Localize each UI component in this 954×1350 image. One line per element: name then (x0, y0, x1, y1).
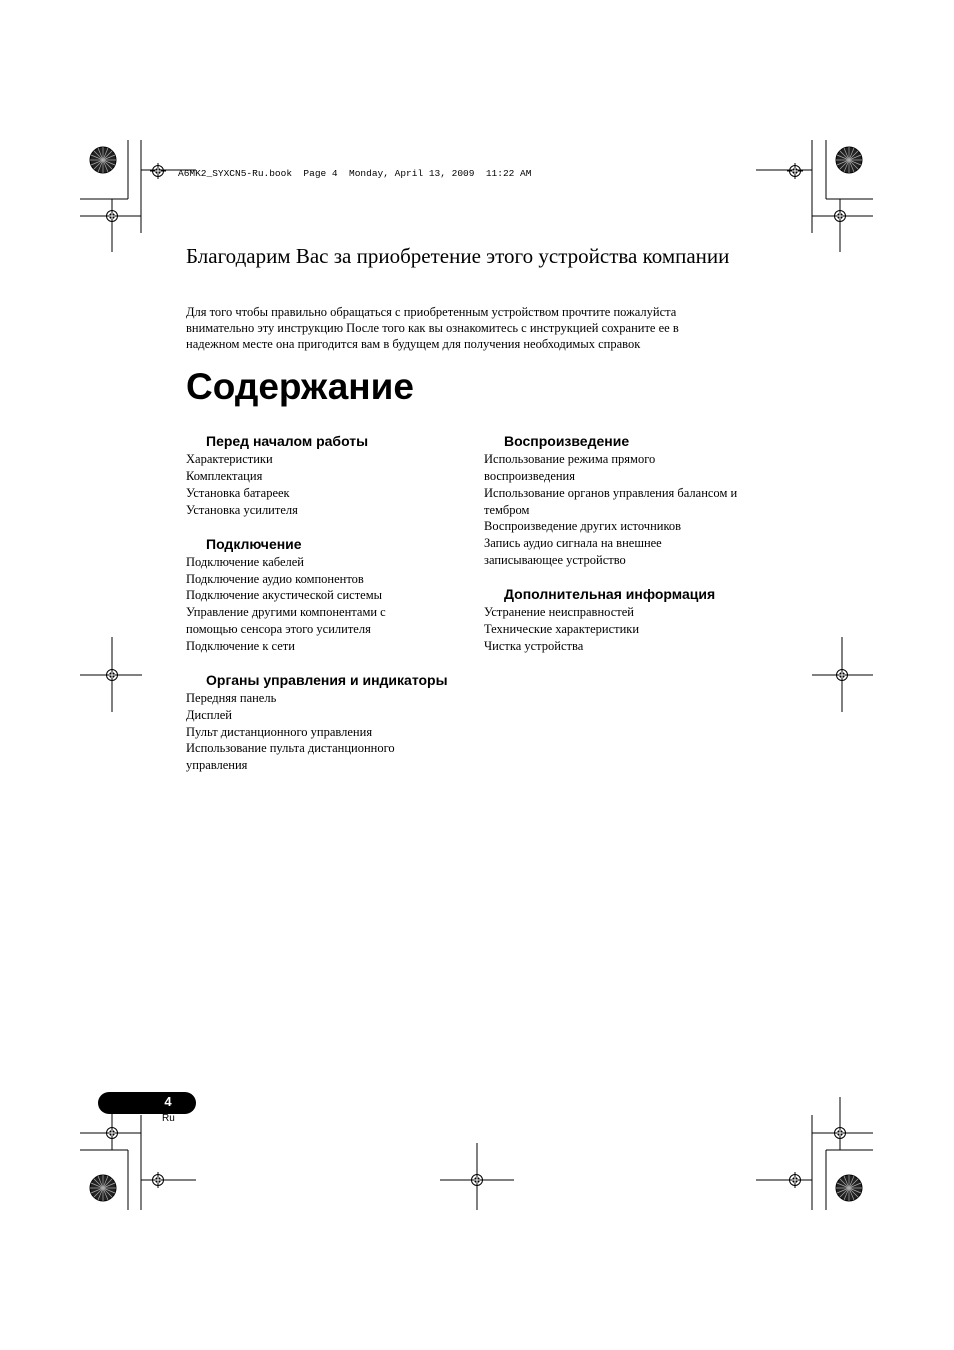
page-number-tab (98, 1092, 196, 1114)
toc-item[interactable]: Подключение акустической системы (186, 588, 383, 602)
registration-mark-icon (150, 1172, 166, 1188)
toc-item[interactable]: Подключение кабелей (186, 555, 304, 569)
registration-mark-icon (104, 667, 120, 683)
toc-item[interactable]: Чистка устройства (484, 639, 584, 653)
toc-item[interactable]: Воспроизведение других источников (484, 519, 682, 533)
toc-item[interactable]: Использование органов управления балансом и тембром (484, 486, 738, 517)
toc-item[interactable]: Установка усилителя (186, 503, 298, 517)
toc-item[interactable]: Устранение неисправностей (484, 605, 634, 619)
page-title: Содержание (186, 366, 414, 407)
registration-mark-icon (787, 1172, 803, 1188)
color-target-icon (90, 1175, 116, 1201)
toc-item[interactable]: Управление другими компонентами с помощью сенсора этого усилителя (186, 605, 386, 636)
color-target-icon (836, 147, 862, 173)
registration-mark-icon (150, 163, 166, 179)
page-language-code: Ru (162, 1113, 175, 1124)
registration-mark-icon (832, 1125, 848, 1141)
toc-item[interactable]: Подключение к сети (186, 639, 295, 653)
toc-item[interactable]: Дисплей (186, 708, 232, 722)
toc-section-heading: Подключение (206, 536, 302, 552)
toc-section-heading: Перед началом работы (206, 433, 369, 449)
intro-paragraph: Для того чтобы правильно обращаться с приобретенным устройством прочтите пожалуйста внимательно эту инструкцию После того как вы ознакомитесь с инструкцией сохраните ее в надежном месте она пригодится вам в будущем для получения необходимых справок (186, 305, 679, 351)
registration-mark-icon (104, 208, 120, 224)
book-file-header: A6MK2_SYXCN5-Ru.book Page 4 Monday, April 13, 2009 11:22 AM (178, 168, 532, 179)
registration-mark-icon (787, 163, 803, 179)
toc-item[interactable]: Комплектация (186, 469, 263, 483)
registration-mark-icon (469, 1172, 485, 1188)
toc-item[interactable]: Пульт дистанционного управления (186, 725, 373, 739)
toc-item[interactable]: Установка батареек (186, 486, 290, 500)
toc-section-heading: Органы управления и индикаторы (206, 672, 448, 688)
toc-item[interactable]: Использование режима прямого воспроизведения (484, 452, 656, 483)
toc-item[interactable]: Передняя панель (186, 691, 277, 705)
page-number: 4 (164, 1094, 172, 1109)
toc-item[interactable]: Технические характеристики (484, 622, 640, 636)
toc-item[interactable]: Использование пульта дистанционного управления (186, 741, 395, 772)
toc-item[interactable]: Характеристики (186, 452, 273, 466)
toc-section-heading: Воспроизведение (504, 433, 630, 449)
intro-title: Благодарим Вас за приобретение этого устройства компании (186, 244, 730, 268)
toc-item[interactable]: Подключение аудио компонентов (186, 572, 364, 586)
toc-item[interactable]: Запись аудио сигнала на внешнее записывающее устройство (484, 536, 662, 567)
registration-mark-icon (834, 667, 850, 683)
color-target-icon (836, 1175, 862, 1201)
registration-mark-icon (104, 1125, 120, 1141)
registration-mark-icon (832, 208, 848, 224)
color-target-icon (90, 147, 116, 173)
toc-section-heading: Дополнительная информация (504, 586, 716, 602)
